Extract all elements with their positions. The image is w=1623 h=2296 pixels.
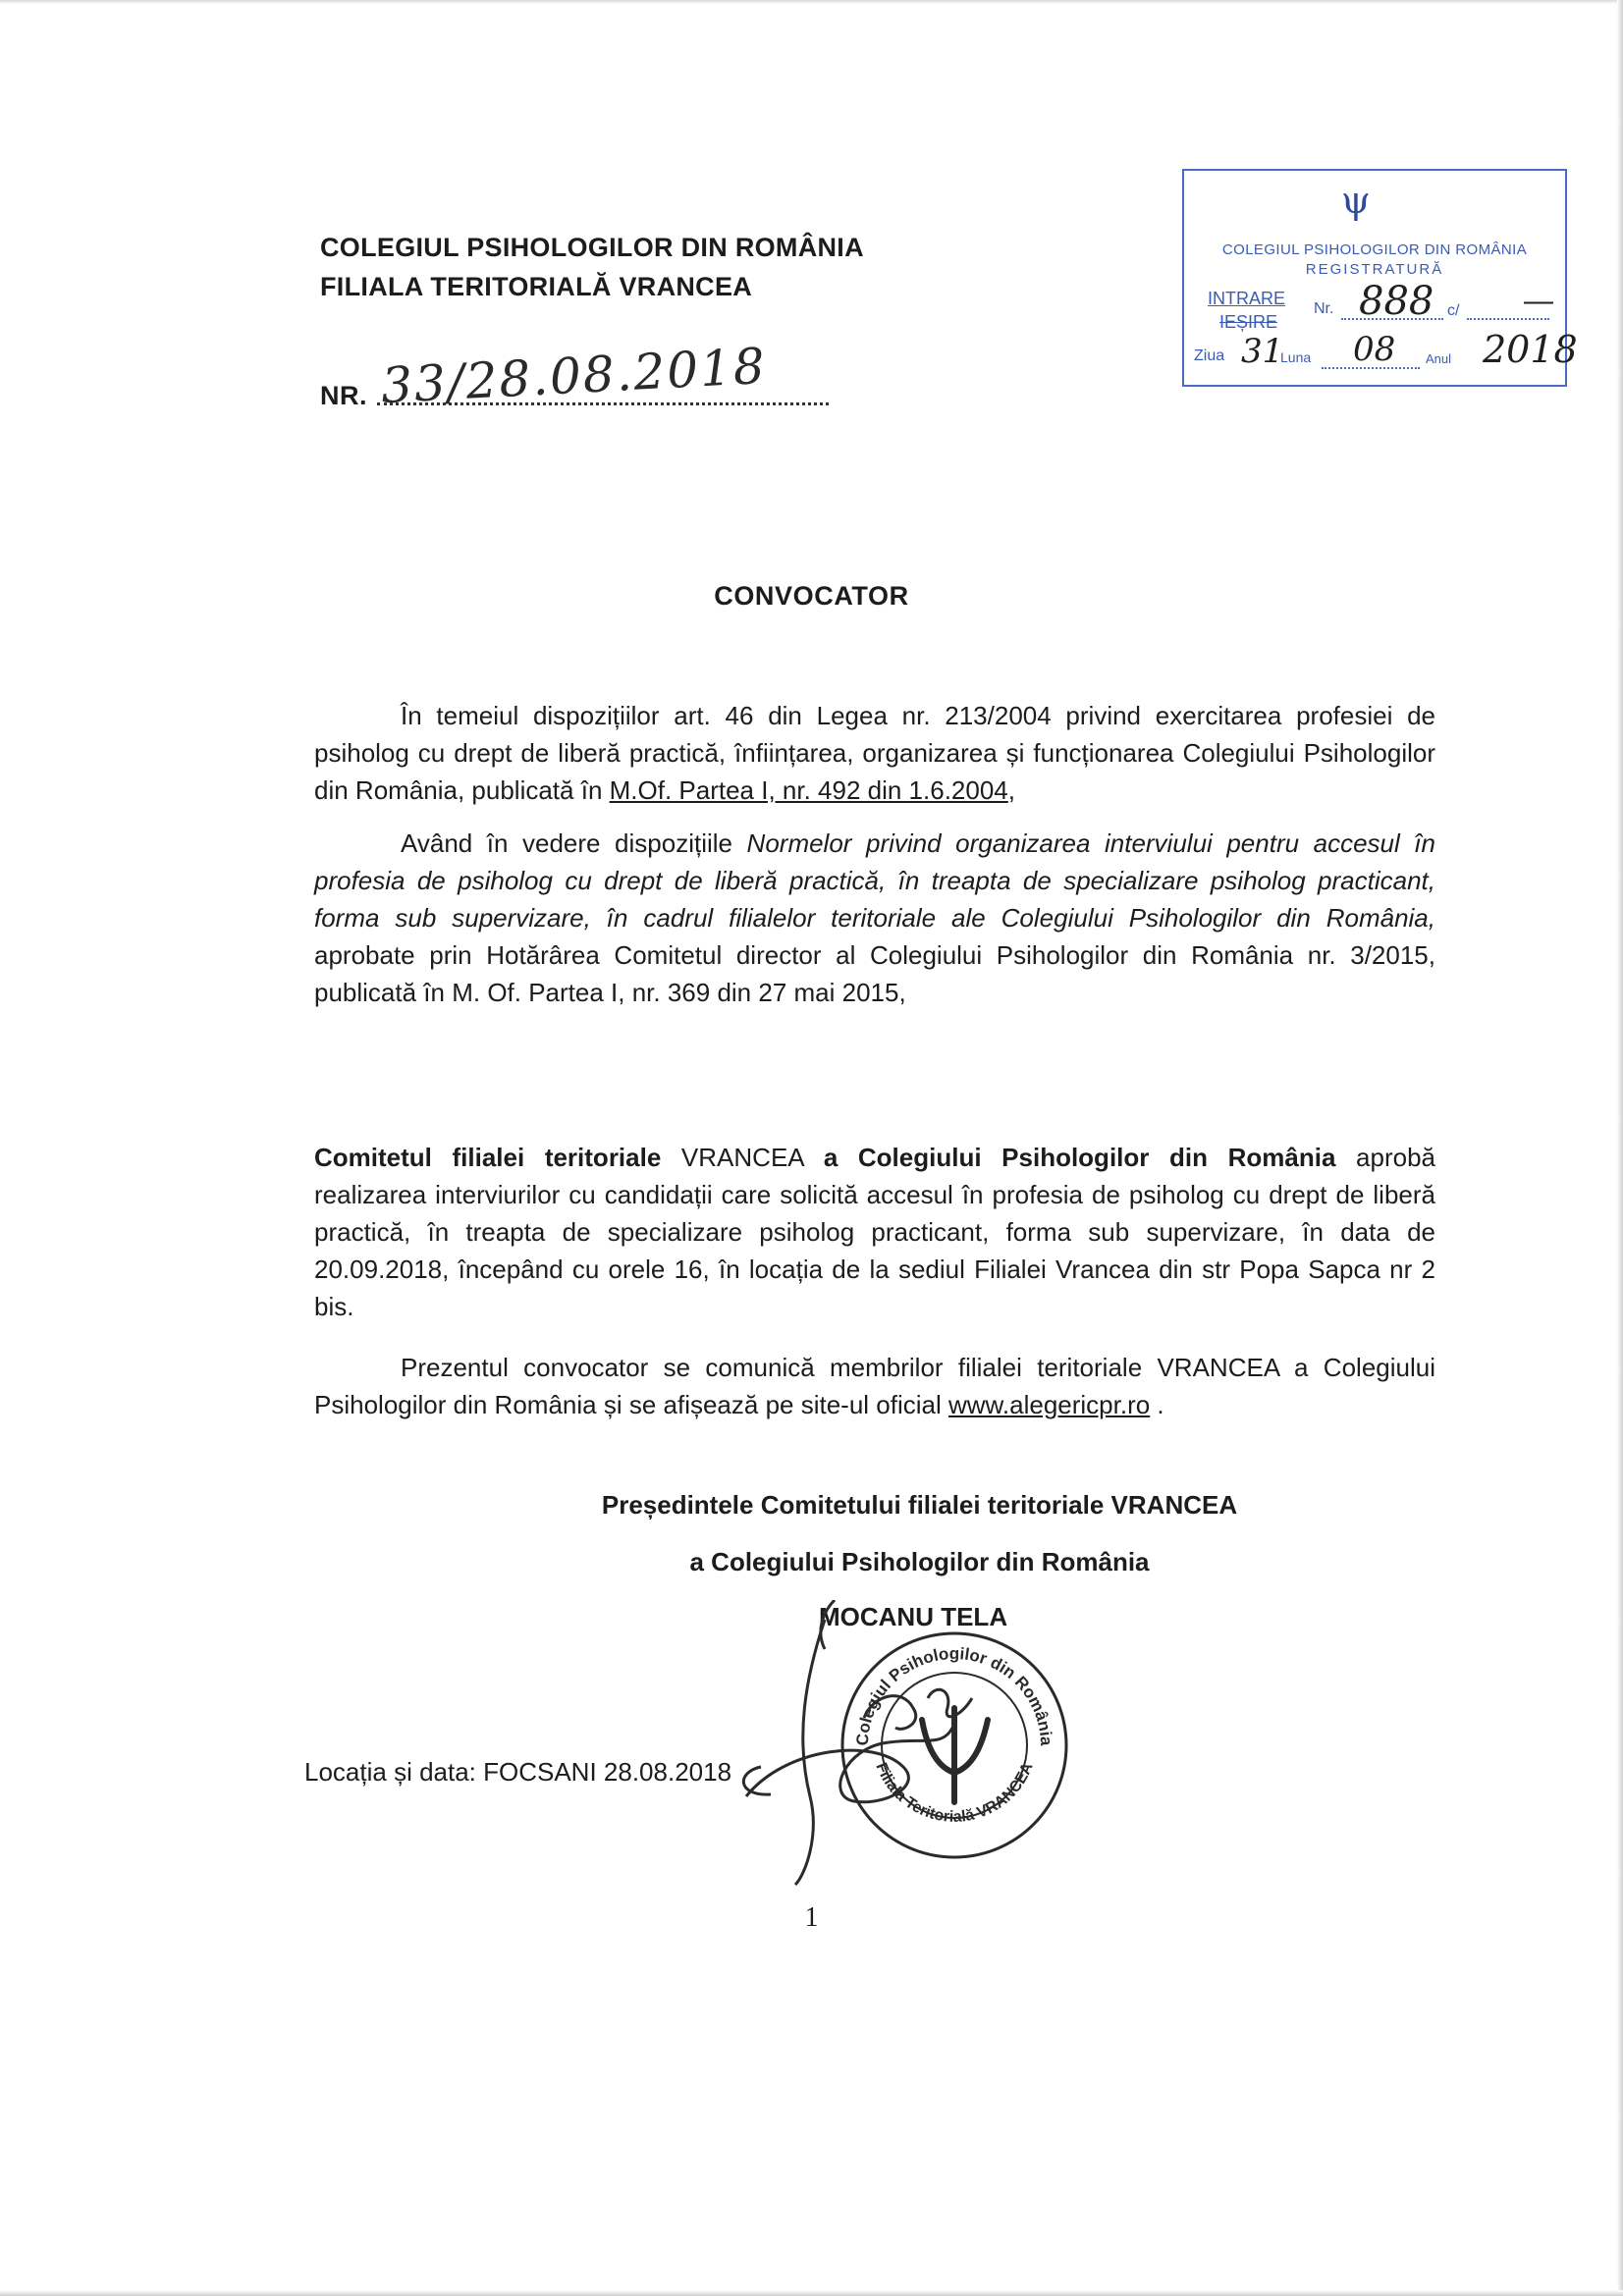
stamp-c-value: — — [1524, 285, 1553, 317]
stamp-ziua-label: Ziua — [1194, 347, 1225, 364]
psi-logo-icon: ψ — [1341, 179, 1371, 222]
stamp-c-dots — [1467, 318, 1549, 320]
stamp-iesire: IEȘIRE — [1219, 312, 1278, 332]
seal-text-bottom: Filiala Teritorială VRANCEA — [872, 1760, 1037, 1826]
scan-bottom-edge — [0, 2290, 1623, 2296]
p2-start: Având în vedere dispozițiile — [401, 828, 747, 858]
stamp-nr-label: Nr. — [1314, 300, 1334, 317]
paragraph-norms — [314, 825, 1435, 1011]
registration-label: NR. — [320, 381, 367, 410]
stamp-c-label: c/ — [1447, 302, 1460, 319]
p4-end: . — [1150, 1390, 1164, 1419]
stamp-office: REGISTRATURĂ — [1305, 261, 1444, 278]
stamp-ziua-value: 31 — [1241, 332, 1284, 371]
p1-gazette-reference: M.Of. Partea I, nr. 492 din 1.6.2004 — [609, 775, 1008, 805]
letterhead-line-1: COLEGIUL PSIHOLOGILOR DIN ROMÂNIA — [320, 233, 864, 262]
stamp-anul-label: Anul — [1426, 351, 1452, 366]
stamp-anul-value: 2018 — [1483, 328, 1578, 371]
scan-right-edge — [1617, 0, 1623, 2296]
location-and-date: Locația și data: FOCSANI 28.08.2018 — [304, 1757, 732, 1787]
stamp-organization: COLEGIUL PSIHOLOGILOR DIN ROMÂNIA — [1221, 241, 1528, 258]
seal-text-top: Colegiul Psihologilor din România — [852, 1643, 1056, 1746]
document-title: CONVOCATOR — [714, 581, 909, 611]
letterhead — [320, 228, 864, 306]
official-site-link[interactable]: www.alegericpr.ro — [948, 1390, 1151, 1419]
stamp-nr-value: 888 — [1359, 279, 1434, 324]
p2-end: aprobate prin Hotărârea Comitetul director al Colegiului Psihologilor din România nr. 3/2015, publicată în M. Of. Partea I, nr. 369 din 27 mai 2015, — [314, 940, 1435, 1007]
stamp-intrare: INTRARE — [1208, 289, 1286, 308]
signer-role-line-1: Președintele Comitetului filialei teritoriale VRANCEA — [601, 1490, 1238, 1520]
paragraph-legal-basis — [314, 697, 1435, 809]
p1-end: , — [1007, 775, 1015, 805]
paragraph-communication — [314, 1349, 1435, 1423]
registry-stamp — [1182, 169, 1578, 387]
stamp-luna-label: Luna — [1280, 349, 1312, 365]
p3-college: a Colegiului Psihologilor din România — [823, 1143, 1336, 1172]
registration-number — [320, 337, 831, 422]
letterhead-line-2: FILIALA TERITORIALĂ VRANCEA — [320, 272, 753, 301]
paragraph-approval — [314, 1139, 1435, 1325]
signer-role-line-2: a Colegiului Psihologilor din România — [689, 1547, 1150, 1576]
registration-handwritten-value: 33/28.08.2018 — [379, 337, 768, 415]
official-seal — [839, 1629, 1070, 1861]
p4-text: Prezentul convocator se comunică membrilor filialei teritoriale VRANCEA a Colegiului Psihologilor din România și se afișează pe site-ul oficial — [314, 1353, 1435, 1419]
signer-name: MOCANU TELA — [819, 1602, 1008, 1631]
p2-norms-title: Normelor privind organizarea interviului pentru accesul în profesia de psiholog cu drept de liberă practică, în treapta de specializare psiholog practicant, forma sub supervizare, în cadrul filialelor teritoriale ale Colegiului Psihologilor din România, — [314, 828, 1435, 933]
p1-text: În temeiul dispozițiilor art. 46 din Legea nr. 213/2004 privind exercitarea profesiei de psiholog cu drept de liberă practică, înființarea, organizarea și funcționarea Colegiului Psihologilor din România, publicată în — [314, 701, 1435, 805]
scan-top-edge — [0, 0, 1623, 4]
p3-branch: VRANCEA — [661, 1143, 824, 1172]
seal-psi-icon — [922, 1708, 988, 1802]
stamp-luna-value: 08 — [1353, 330, 1396, 369]
p3-body: aprobă realizarea interviurilor cu candidații care solicită accesul în profesia de psiholog cu drept de liberă practică, în treapta de specializare psiholog practicant, forma sub supervizare, în data de 20.09.2018, începând cu orele 16, în locația de la sediul Filialei Vrancea din str Popa Sapca nr 2 bis. — [314, 1143, 1435, 1321]
page-number: 1 — [804, 1902, 819, 1933]
p3-committee: Comitetul filialei teritoriale — [314, 1143, 662, 1172]
